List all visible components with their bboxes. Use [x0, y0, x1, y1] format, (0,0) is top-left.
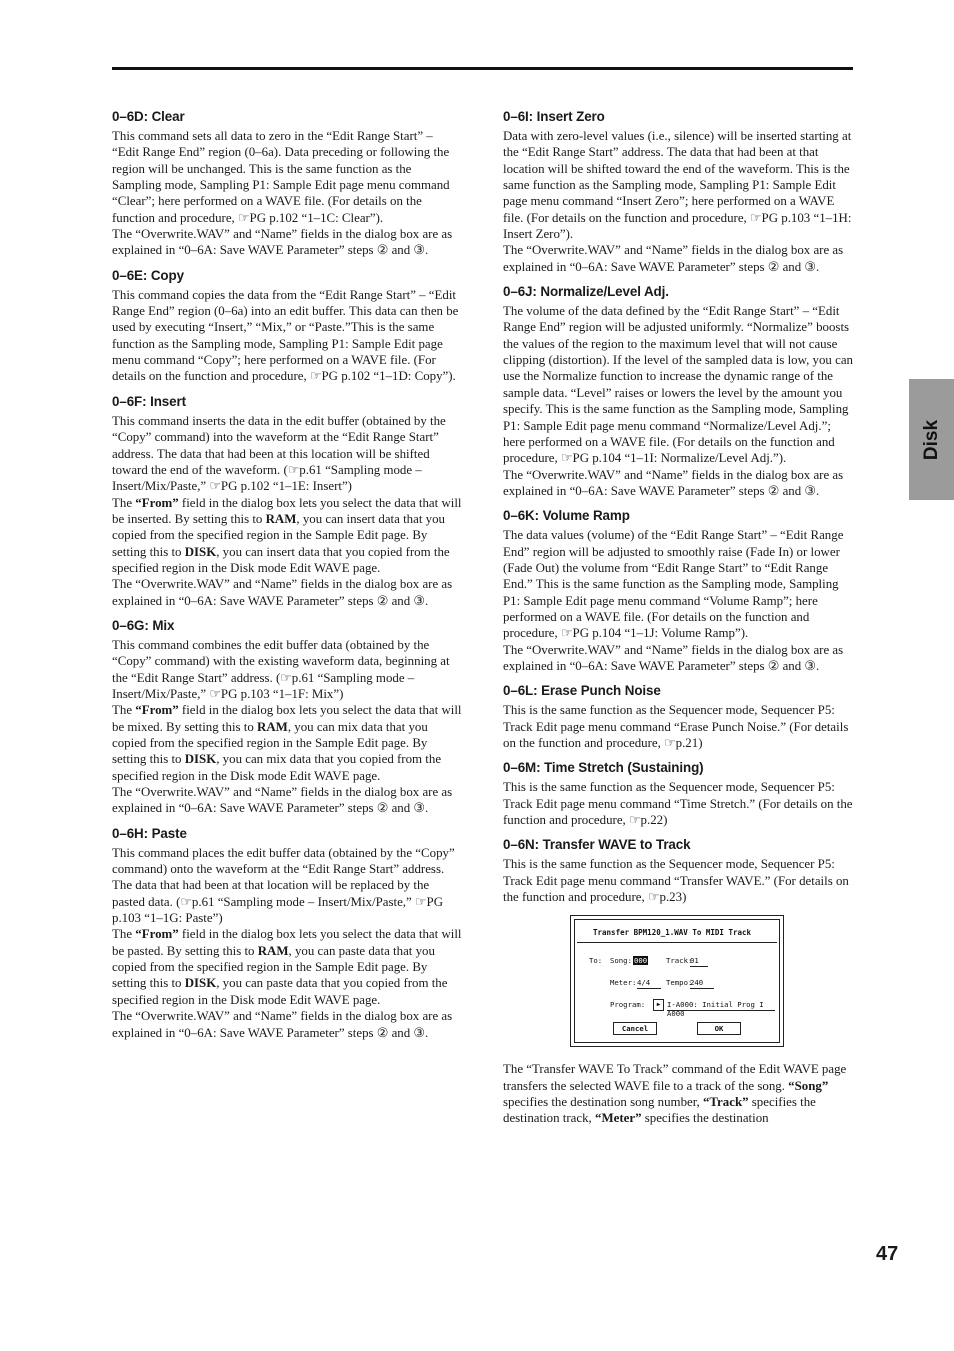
- section-heading: 0–6J: Normalize/Level Adj.: [503, 284, 669, 300]
- section: [112, 825, 462, 1041]
- left-column: [112, 108, 462, 1049]
- section: [503, 682, 853, 751]
- section-heading: 0–6G: Mix: [112, 617, 175, 633]
- program-field[interactable]: [667, 1000, 775, 1019]
- tempo-label: Tempo:: [666, 978, 693, 988]
- cancel-button[interactable]: Cancel: [613, 1022, 657, 1035]
- track-label: Track:: [666, 956, 693, 966]
- section-heading: 0–6D: Clear: [112, 109, 185, 124]
- section-body: This is the same function as the Sequencer mode, Sequencer P5: Track Edit page menu command “Time Stretch.” (For details on the function and procedure, ☞p.22): [503, 780, 853, 828]
- section-heading: 0–6N: Transfer WAVE to Track: [503, 837, 691, 853]
- section-heading: 0–6K: Volume Ramp: [503, 508, 630, 524]
- dialog-title-divider: [577, 942, 777, 943]
- section-body: This command combines the edit buffer data (obtained by the “Copy” command) with the existing waveform data, beginning at the “Edit Range Start” address. (☞p.61 “Sampling mode – Insert/Mix/Paste,” ☞PG p.103 “1–1F: Mix”) The “From” field in the dialog box lets you select the data that will be mixed. By setting this to RAM, you can mix data that you copied from the specified region in the Sample Edit page. By setting this to DISK, you can mix data that you copied from the specified region in the Disk mode Edit WAVE page. The “Overwrite.WAV” and “Name” fields in the dialog box are as explained in “0–6A: Save WAVE Parameter” steps ② and ③.: [112, 637, 462, 816]
- section: [503, 507, 853, 674]
- song-field[interactable]: [633, 956, 648, 965]
- program-value: I-A000: Initial Prog I A000: [667, 1000, 764, 1019]
- tempo-field[interactable]: [690, 978, 714, 989]
- section-body: This command inserts the data in the edit buffer (obtained by the “Copy” command) into the waveform at the “Edit Range Start” address. The data that had been at this location will be shifted toward the end of the waveform. (☞p.61 “Sampling mode – Insert/Mix/Paste,” ☞PG p.102 “1–1E: Insert”) The “From” field in the dialog box lets you select the data that will be inserted. By setting this to RAM, you can insert data that you copied from the specified region in the Sample Edit page. By setting this to DISK, you can insert data that you copied from the specified region in the Disk mode Edit WAVE page. The “Overwrite.WAV” and “Name” fields in the dialog box are as explained in “0–6A: Save WAVE Parameter” steps ② and ③.: [112, 413, 462, 608]
- right-column: [503, 108, 853, 1135]
- section: [112, 108, 462, 259]
- section: [112, 617, 462, 817]
- transfer-dialog-screenshot: [570, 915, 784, 1047]
- track-field[interactable]: [690, 956, 708, 967]
- section-side-tab: [909, 379, 954, 500]
- section: [503, 108, 853, 275]
- section: [112, 267, 462, 385]
- section-heading: 0–6E: Copy: [112, 267, 184, 283]
- section-heading: 0–6H: Paste: [112, 825, 187, 841]
- section-body: This command sets all data to zero in the “Edit Range Start” – “Edit Range End” region (0–6a). Data preceding or following the region will be unchanged. This is the same function as the Sampling mode, Sampling P1: Sample Edit page menu command “Clear”; here performed on a WAVE file. (For details on the function and procedure, ☞PG p.102 “1–1C: Clear”). The “Overwrite.WAV” and “Name” fields in the dialog box are as explained in “0–6A: Save WAVE Parameter” steps ② and ③.: [112, 129, 453, 258]
- section-body: Data with zero-level values (i.e., silence) will be inserted starting at the “Edit Range Start” address. The data that had been at that location will be shifted toward the end of the waveform. This is the same function as the Sampling mode, Sampling P1: Sample Edit page menu command “Insert Zero”; here performed on a WAVE file. (For details on the function and procedure, ☞PG p.103 “1–1H: Insert Zero”). The “Overwrite.WAV” and “Name” fields in the dialog box are as explained in “0–6A: Save WAVE Parameter” steps ② and ③.: [503, 129, 852, 274]
- program-label: Program:: [610, 1000, 646, 1010]
- page-number: 47: [876, 1243, 899, 1265]
- meter-label: Meter:: [610, 978, 637, 988]
- section-body: The data values (volume) of the “Edit Range Start” – “Edit Range End” region will be adjusted to smoothly raise (Fade In) or lower (Fade Out) the volume from “Edit Range Start” to “Edit Range End.” This is the same function as the Sampling mode, Sampling P1: Sample Edit page menu command “Volume Ramp”; here performed on a WAVE file. (For details on the function and procedure, ☞PG p.104 “1–1J: Volume Ramp”). The “Overwrite.WAV” and “Name” fields in the dialog box are as explained in “0–6A: Save WAVE Parameter” steps ② and ③.: [503, 528, 844, 673]
- closing-paragraph: The “Transfer WAVE To Track” command of the Edit WAVE page transfers the selected WAVE file to a track of the song. “Song” specifies the destination song number, “Track” specifies the destination track, “Meter” specifies the destination: [503, 1062, 847, 1126]
- section-body: This command places the edit buffer data (obtained by the “Copy” command) onto the waveform at the “Edit Range Start” address. The data that had been at that location will be replaced by the pasted data. (☞p.61 “Sampling mode – Insert/Mix/Paste,” ☞PG p.103 “1–1G: Paste”) The “From” field in the dialog box lets you select the data that will be pasted. By setting this to RAM, you can paste data that you copied from the specified region in the Sample Edit page. By setting this to DISK, you can paste data that you copied from the specified region in the Disk mode Edit WAVE page. The “Overwrite.WAV” and “Name” fields in the dialog box are as explained in “0–6A: Save WAVE Parameter” steps ② and ③.: [112, 845, 462, 1040]
- track-value: 01: [690, 956, 699, 966]
- section-heading: 0–6M: Time Stretch (Sustaining): [503, 760, 704, 776]
- section-heading: 0–6L: Erase Punch Noise: [503, 683, 661, 699]
- song-value: 000: [634, 956, 648, 966]
- section: [503, 283, 853, 499]
- section: [112, 393, 462, 609]
- program-popup-arrow-icon[interactable]: ▶: [653, 999, 664, 1011]
- side-tab-label: Disk: [920, 419, 942, 460]
- section-heading: 0–6I: Insert Zero: [503, 109, 605, 124]
- section: [503, 759, 853, 828]
- ok-button[interactable]: OK: [697, 1022, 741, 1035]
- to-label: To:: [589, 956, 603, 966]
- section: [503, 836, 853, 905]
- section-heading: 0–6F: Insert: [112, 393, 186, 409]
- dialog-title: Transfer BPM120_1.WAV To MIDI Track: [593, 928, 752, 938]
- transfer-dialog: [574, 919, 780, 1043]
- meter-field[interactable]: [637, 978, 661, 989]
- section-body: This is the same function as the Sequencer mode, Sequencer P5: Track Edit page menu command “Erase Punch Noise.” (For details on the function and procedure, ☞p.21): [503, 703, 849, 750]
- section-body: This command copies the data from the “Edit Range Start” – “Edit Range End” region (0–6a) into an edit buffer. This data can then be used by executing “Insert,” “Mix,” or “Paste.”This is the same function as the Sampling mode, Sampling P1: Sample Edit page menu command “Copy”; here performed on a WAVE file. (For details on the function and procedure, ☞PG p.102 “1–1D: Copy”).: [112, 287, 459, 384]
- section-body: This is the same function as the Sequencer mode, Sequencer P5: Track Edit page menu command “Transfer WAVE.” (For details on the function and procedure, ☞p.23): [503, 857, 849, 905]
- meter-value: 4/4: [637, 978, 651, 988]
- section-body: The volume of the data defined by the “Edit Range Start” – “Edit Range End” region will be adjusted uniformly. “Normalize” boosts the values of the region to the maximum level that will not cause clipping (distortion). If the level of the sampled data is low, you can use the Normalize function to increase the dynamic range of the sample data. “Level” raises or lowers the level by the amount you specify. This is the same function as the Sampling mode, Sampling P1: Sample Edit page menu command “Normalize/Level Adj.”; here performed on a WAVE file. (For details on the function and procedure, ☞PG p.104 “1–1I: Normalize/Level Adj.”). The “Overwrite.WAV” and “Name” fields in the dialog box are as explained in “0–6A: Save WAVE Parameter” steps ② and ③.: [503, 304, 853, 498]
- tempo-value: 240: [690, 978, 704, 988]
- header-rule: [112, 67, 853, 70]
- song-label: Song:: [610, 956, 632, 966]
